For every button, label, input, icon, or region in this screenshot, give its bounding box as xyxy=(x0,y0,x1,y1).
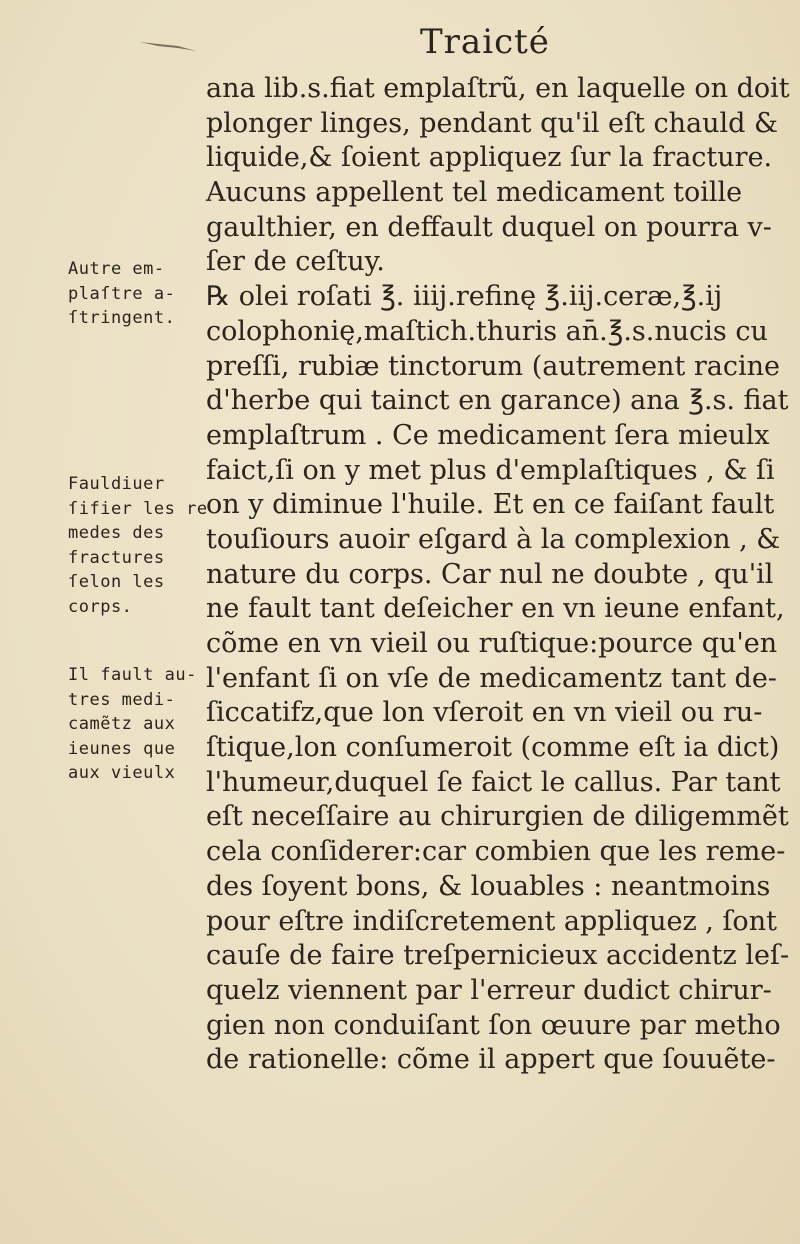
text-line: cõme en vn vieil ou ruſtique:pource qu'en xyxy=(206,628,778,659)
margin-note-line: ſifier les re xyxy=(68,498,208,519)
text-line: faict,ſi on y met plus d'emplaſtiques , & ſi xyxy=(206,454,775,486)
text-line: colophonię,maſtich.thuris an̄.℥.s.nucis cu xyxy=(206,315,768,347)
margin-note-il-fault-autres xyxy=(68,663,218,786)
margin-note-line: fractures xyxy=(68,547,165,568)
ink-stain xyxy=(138,40,198,52)
text-line: cauſe de faire treſpernicieux accidentz leſ- xyxy=(206,940,790,972)
text-line: plonger linges, pendant qu'il eſt chauld & xyxy=(206,107,778,139)
text-line: cela conſiderer:car combien que les reme- xyxy=(206,836,786,868)
text-line: ſer de ceſtuy. xyxy=(206,246,385,278)
main-text-block xyxy=(206,72,790,1078)
text-line: quelz viennent par l'erreur dudict chirur- xyxy=(206,974,772,1006)
text-line: Aucuns appellent tel medicament toille xyxy=(206,177,743,209)
text-line: ſiccatifz,que lon vſeroit en vn vieil ou ru- xyxy=(206,697,763,729)
margin-note-line: aux vieulx xyxy=(68,763,176,783)
margin-note-line: corps. xyxy=(68,596,133,617)
margin-note-line: plaſtre a- xyxy=(68,283,176,304)
margin-note-line: ſelon les xyxy=(68,572,165,592)
text-line: pour eſtre indiſcretement appliquez , ſont xyxy=(206,905,777,937)
text-line: ana lib.s.fiat emplaſtrũ, en laquelle on doit xyxy=(206,73,790,104)
text-line: nature du corps. Car nul ne doubte , qu'il xyxy=(206,558,774,590)
text-line: eſt neceſſaire au chirurgien de diligemmẽt xyxy=(206,801,789,833)
text-line: ſtique,lon conſumeroit (comme eſt ia dict) xyxy=(206,732,780,764)
margin-note-line: medes des xyxy=(68,523,165,543)
text-line: preſſi, rubiæ tinctorum (autrement racine xyxy=(206,350,781,382)
text-line: de rationelle: cõme il appert que ſouuẽte- xyxy=(206,1044,776,1076)
margin-note-fault-diversifier xyxy=(68,472,218,619)
margin-note-line: ieunes que xyxy=(68,738,176,759)
text-line: l'enfant ſi on vſe de medicamentz tant de- xyxy=(206,662,777,694)
margin-note-line: camẽtz aux xyxy=(68,714,176,734)
margin-note-line: Il fault au- xyxy=(68,665,197,685)
text-line: l'humeur,duquel ſe faict le callus. Par tant xyxy=(206,766,781,798)
text-line: touſiours auoir eſgard à la complexion , & xyxy=(206,523,781,555)
text-line: gien non conduiſant ſon œuure par metho xyxy=(206,1009,781,1041)
text-line: on y diminue l'huile. Et en ce faiſant fault xyxy=(206,489,775,521)
text-line: ℞ olei roſati ℥. iiij.refinę ℥.iij.ceræ,℥.ij xyxy=(206,281,723,313)
text-line: gaulthier, en deffault duquel on pourra v- xyxy=(206,211,772,243)
margin-note-line: Fauldiuer xyxy=(68,474,165,494)
text-line: emplaſtrum . Ce medicament ſera mieulx xyxy=(206,419,770,451)
text-line: d'herbe qui tainct en garance) ana ℥.s. fiat xyxy=(206,385,789,417)
margin-note-line: Autre em- xyxy=(68,259,165,279)
text-line: des ſoyent bons, & louables : neantmoins xyxy=(206,870,771,902)
text-line: liquide,& ſoient appliquez ſur la fracture. xyxy=(206,142,773,174)
margin-note-line: tres medi- xyxy=(68,689,176,710)
text-line: ne fault tant deſeicher en vn ieune enfant, xyxy=(206,593,785,625)
margin-note-line: ſtringent. xyxy=(68,308,176,328)
running-head: Traicté xyxy=(420,22,550,62)
margin-note-autre-emplastre xyxy=(68,257,218,331)
